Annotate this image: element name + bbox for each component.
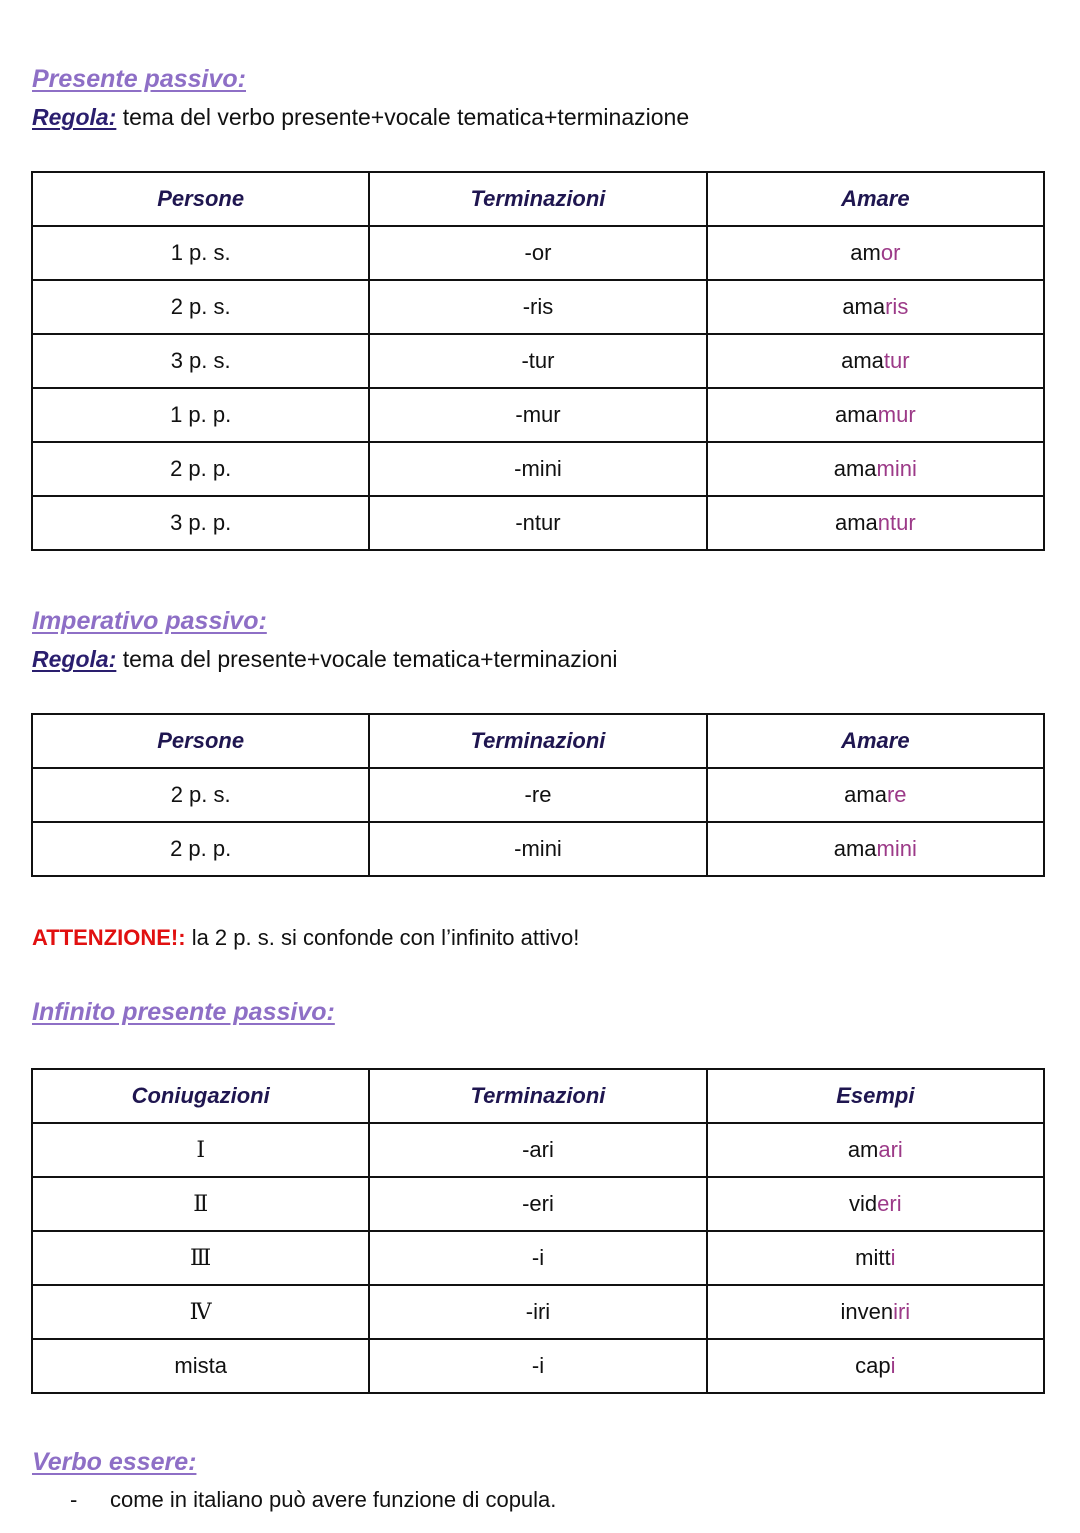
cell-forma — [707, 496, 1044, 550]
cell-forma — [707, 226, 1044, 280]
cell-terminazione: -i — [369, 1339, 706, 1393]
ending: mini — [876, 836, 917, 861]
warning-label: ATTENZIONE!: — [32, 925, 186, 950]
warning-note — [32, 927, 579, 949]
stem: ama — [842, 294, 886, 319]
table-row — [32, 226, 1044, 280]
rule-text: tema del presente+vocale tematica+terminazioni — [116, 646, 618, 672]
stem: inven — [840, 1299, 894, 1324]
cell-forma — [707, 388, 1044, 442]
table-row — [32, 496, 1044, 550]
stem: cap — [855, 1353, 891, 1378]
cell-persona: 3 p. p. — [32, 496, 369, 550]
table-header-row — [32, 1069, 1044, 1123]
cell-terminazione: -i — [369, 1231, 706, 1285]
cell-terminazione: -or — [369, 226, 706, 280]
cell-forma — [707, 280, 1044, 334]
table-row — [32, 334, 1044, 388]
cell-terminazione: -iri — [369, 1285, 706, 1339]
cell-persona: 2 p. p. — [32, 442, 369, 496]
ending: mur — [877, 402, 916, 427]
stem: am — [850, 240, 881, 265]
cell-esempio — [707, 1177, 1044, 1231]
cell-esempio — [707, 1339, 1044, 1393]
ending: re — [886, 782, 907, 807]
rule-imperativo-passivo — [32, 648, 618, 671]
table-header-row — [32, 714, 1044, 768]
header-persone: Persone — [32, 714, 369, 768]
table-header-row — [32, 172, 1044, 226]
stem: ama — [841, 348, 884, 373]
ending: mini — [876, 456, 917, 481]
cell-terminazione: -ris — [369, 280, 706, 334]
table-row — [32, 388, 1044, 442]
ending: ntur — [877, 510, 916, 535]
table-row — [32, 280, 1044, 334]
heading-infinito-presente-passivo: Infinito presente passivo: — [32, 998, 335, 1026]
table-row — [32, 822, 1044, 876]
cell-terminazione: -mini — [369, 822, 706, 876]
table-row — [32, 768, 1044, 822]
header-terminazioni: Terminazioni — [369, 1069, 706, 1123]
cell-coniugazione: Ⅱ — [32, 1177, 369, 1231]
cell-persona: 1 p. p. — [32, 388, 369, 442]
cell-terminazione: -ntur — [369, 496, 706, 550]
heading-imperativo-passivo: Imperativo passivo: — [32, 607, 267, 635]
cell-forma — [707, 442, 1044, 496]
bullet-dash: - — [70, 1487, 78, 1512]
cell-persona: 2 p. p. — [32, 822, 369, 876]
header-esempi: Esempi — [707, 1069, 1044, 1123]
cell-persona: 2 p. s. — [32, 768, 369, 822]
cell-coniugazione: Ⅲ — [32, 1231, 369, 1285]
header-terminazioni: Terminazioni — [369, 714, 706, 768]
ending: i — [890, 1353, 896, 1378]
header-coniugazioni: Coniugazioni — [32, 1069, 369, 1123]
cell-forma — [707, 822, 1044, 876]
table-row — [32, 1339, 1044, 1393]
header-persone: Persone — [32, 172, 369, 226]
cell-terminazione: -mur — [369, 388, 706, 442]
table-row — [32, 1123, 1044, 1177]
rule-label: Regola: — [32, 646, 117, 672]
ending: ris — [885, 294, 909, 319]
table-row — [32, 1177, 1044, 1231]
cell-coniugazione: mista — [32, 1339, 369, 1393]
table-presente-passivo — [31, 171, 1045, 551]
heading-presente-passivo: Presente passivo: — [32, 65, 246, 93]
table-row — [32, 1231, 1044, 1285]
rule-presente-passivo — [32, 106, 689, 129]
rule-label: Regola: — [32, 104, 117, 130]
ending: i — [890, 1245, 896, 1270]
stem: ama — [844, 782, 887, 807]
cell-coniugazione: Ⅰ — [32, 1123, 369, 1177]
warning-text: la 2 p. s. si confonde con l’infinito attivo! — [185, 925, 580, 950]
cell-terminazione: -ari — [369, 1123, 706, 1177]
cell-persona: 2 p. s. — [32, 280, 369, 334]
header-terminazioni: Terminazioni — [369, 172, 706, 226]
bullet-item — [70, 1489, 556, 1511]
cell-esempio — [707, 1123, 1044, 1177]
table-imperativo-passivo — [31, 713, 1045, 877]
header-amare: Amare — [707, 714, 1044, 768]
cell-esempio — [707, 1231, 1044, 1285]
bullet-text: come in italiano può avere funzione di copula. — [110, 1487, 557, 1512]
cell-terminazione: -re — [369, 768, 706, 822]
cell-coniugazione: Ⅳ — [32, 1285, 369, 1339]
rule-text: tema del verbo presente+vocale tematica+terminazione — [116, 104, 690, 130]
cell-persona: 3 p. s. — [32, 334, 369, 388]
cell-persona: 1 p. s. — [32, 226, 369, 280]
cell-forma — [707, 768, 1044, 822]
ending: ari — [878, 1137, 903, 1162]
stem: mitt — [855, 1245, 891, 1270]
ending: eri — [877, 1191, 902, 1216]
heading-verbo-essere: Verbo essere: — [32, 1448, 197, 1476]
stem: am — [847, 1137, 879, 1162]
cell-terminazione: -eri — [369, 1177, 706, 1231]
cell-terminazione: -mini — [369, 442, 706, 496]
stem: ama — [833, 836, 877, 861]
cell-terminazione: -tur — [369, 334, 706, 388]
ending: iri — [893, 1299, 911, 1324]
cell-esempio — [707, 1285, 1044, 1339]
table-row — [32, 1285, 1044, 1339]
cell-forma — [707, 334, 1044, 388]
table-infinito-presente-passivo — [31, 1068, 1045, 1394]
stem: ama — [833, 456, 877, 481]
ending: or — [880, 240, 901, 265]
stem: ama — [834, 402, 878, 427]
ending: tur — [883, 348, 910, 373]
header-amare: Amare — [707, 172, 1044, 226]
table-row — [32, 442, 1044, 496]
stem: ama — [834, 510, 878, 535]
stem: vid — [849, 1191, 878, 1216]
